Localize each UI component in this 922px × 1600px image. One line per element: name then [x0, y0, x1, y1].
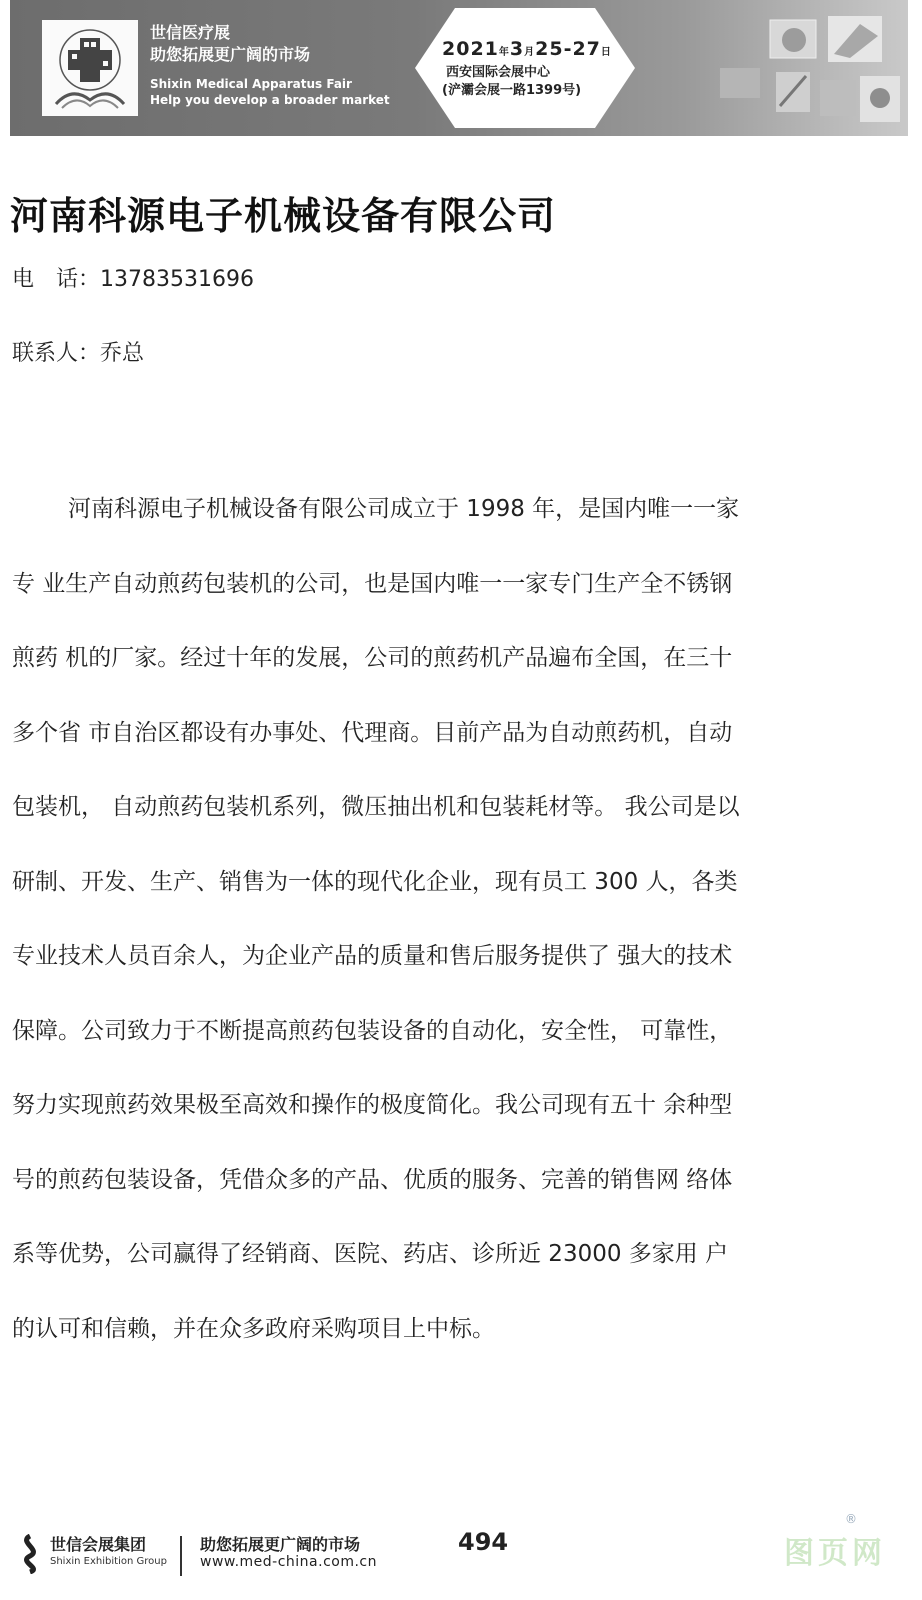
fair-slogan: [150, 22, 390, 108]
intro-line: 保障。公司致力于不断提高煎药包装设备的自动化，安全性， 可靠性，: [12, 1017, 733, 1044]
group-name-en: Shixin Exhibition Group: [50, 1556, 167, 1567]
footer-slogan: 助您拓展更广阔的市场: [200, 1535, 361, 1554]
medical-devices-collage: [710, 6, 905, 132]
intro-line: 专 业生产自动煎药包装机的公司，也是国内唯一一家专门生产全不锈钢: [12, 570, 733, 597]
fair-slogan-cn: 助您拓展更广阔的市场: [150, 45, 311, 64]
intro-line: 专业技术人员百余人，为企业产品的质量和售后服务提供了 强大的技术: [12, 943, 733, 969]
group-name-cn: 世信会展集团: [50, 1535, 147, 1554]
intro-line: 努力实现煎药效果极至高效和操作的极度简化。我公司现有五十 余种型: [12, 1092, 733, 1118]
phone-label: 电 话：: [12, 267, 101, 292]
venue-name: 西安国际会展中心: [446, 65, 551, 80]
watermark: 图页网: [784, 1536, 886, 1571]
intro-line: 的认可和信赖，并在众多政府采购项目上中标。: [12, 1315, 495, 1342]
venue-address: (浐灞会展一路1399号): [442, 83, 582, 98]
fair-slogan-en: Help you develop a broader market: [150, 93, 390, 107]
contact-person: 乔总: [100, 341, 145, 366]
company-title: 河南科源电子机械设备有限公司: [10, 194, 557, 238]
intro-line: 河南科源电子机械设备有限公司成立于 1998 年，是国内唯一一家: [68, 496, 740, 522]
intro-line: 研制、开发、生产、销售为一体的现代化企业，现有员工 300 人，各类: [12, 868, 738, 895]
fair-date-venue: [442, 38, 612, 100]
page-number: 494: [458, 1528, 509, 1556]
intro-line: 包装机， 自动煎药包装机系列，微压抽出机和包装耗材等。 我公司是以: [12, 794, 740, 820]
footer-url: www.med-china.com.cn: [200, 1554, 377, 1570]
page-footer: [0, 1512, 922, 1600]
intro-line: 煎药 机的厂家。经过十年的发展，公司的煎药机产品遍布全国，在三十: [12, 645, 733, 671]
intro-line: 多个省 市自治区都设有办事处、代理商。目前产品为自动煎药机，自动: [12, 719, 733, 746]
company-introduction: [12, 472, 892, 1366]
intro-line: 号的煎药包装设备，凭借众多的产品、优质的服务、完善的销售网 络体: [12, 1166, 733, 1193]
fair-date: 2021年3月25-27日: [442, 38, 612, 60]
registered-mark: ®: [845, 1512, 857, 1526]
shixin-group-logo-icon: [14, 1534, 46, 1574]
medical-cross-logo-icon: [42, 20, 138, 116]
phone-line: [12, 262, 254, 293]
fair-logo: [42, 20, 138, 116]
header-banner: [10, 0, 908, 136]
fair-name-en: Shixin Medical Apparatus Fair: [150, 77, 352, 91]
fair-name-cn: 世信医疗展: [150, 23, 231, 42]
footer-divider: [180, 1536, 182, 1576]
contact-label: 联系人：: [12, 341, 101, 366]
intro-line: 系等优势，公司赢得了经销商、医院、药店、诊所近 23000 多家用 户: [12, 1241, 729, 1267]
phone-number: 13783531696: [100, 267, 254, 292]
contact-line: [12, 336, 144, 367]
